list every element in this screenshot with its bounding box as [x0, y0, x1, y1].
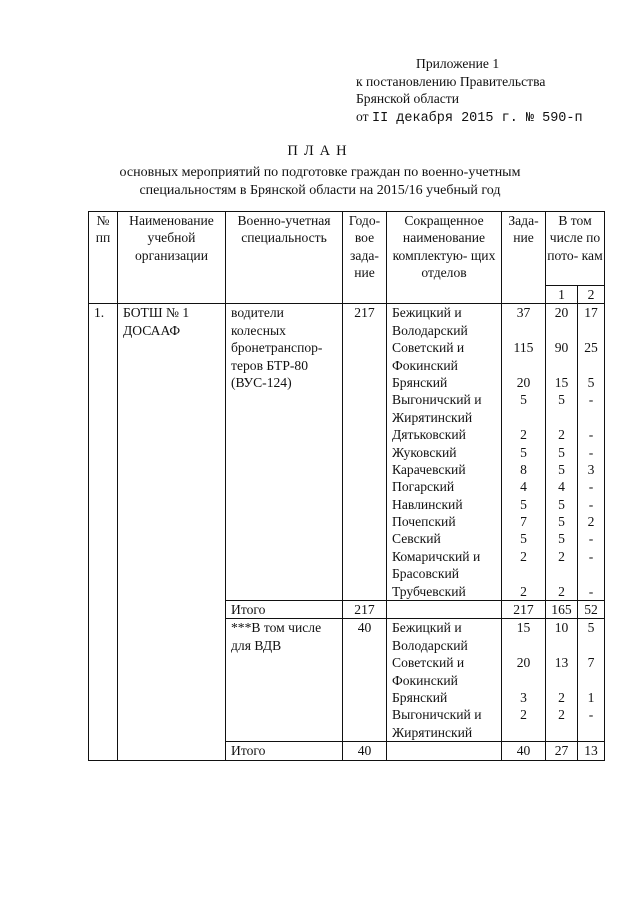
dept-line: Бежицкий и [392, 620, 462, 636]
dept-line: Комаричский и [392, 548, 481, 564]
appendix-note [356, 55, 583, 127]
task-value: 2 [520, 427, 527, 443]
stream2-value: - [588, 548, 594, 564]
total-label: Итого [226, 742, 343, 760]
spec-line: бронетранспор- [231, 340, 323, 356]
dept-line: Фокинский [392, 672, 458, 688]
spec-line: для ВДВ [231, 637, 282, 653]
task-value: 20 [516, 374, 531, 390]
header-stream-2: 2 [578, 286, 605, 304]
stream2-value [578, 637, 604, 654]
dept-line: Выгоничский и [392, 707, 482, 723]
stream2-value: 1 [587, 690, 595, 706]
total-stream1: 27 [546, 742, 578, 760]
dept-line: Жирятинский [392, 409, 473, 425]
stream1-value: 2 [558, 583, 565, 599]
stream2-value: - [588, 707, 594, 723]
stream1-value: 20 [554, 305, 569, 321]
dept-line: Брасовский [392, 566, 459, 582]
task-value: 2 [520, 583, 527, 599]
appendix-line-4 [356, 108, 583, 128]
dept-line: Бежицкий и [392, 305, 462, 321]
total-annual: 40 [343, 742, 387, 760]
dept-cell [387, 619, 502, 742]
dept-line: Брянский [392, 690, 448, 706]
stream2-value: 17 [584, 305, 598, 321]
stream2-value: - [588, 531, 594, 547]
spec-line: теров БТР-80 [231, 357, 308, 373]
stream1-value [546, 409, 577, 426]
task-value [502, 409, 545, 426]
task-value [502, 322, 545, 339]
stream1-value [546, 565, 577, 582]
stream2-value: 3 [587, 461, 595, 477]
stream1-value: 5 [558, 392, 565, 408]
stream1-value: 5 [558, 461, 565, 477]
dept-line: Советский и [392, 340, 465, 356]
task-value: 3 [520, 690, 527, 706]
dept-line: Трубчевский [392, 583, 466, 599]
spec-line: водители [231, 305, 284, 321]
stream2-value: - [588, 427, 594, 443]
stream1-value [546, 357, 577, 374]
org-cell [118, 304, 226, 760]
stream1-value: 5 [558, 496, 565, 512]
stream2-value [578, 357, 604, 374]
task-value: 20 [516, 655, 531, 671]
stream1-value: 5 [558, 444, 565, 460]
stream2-value: - [588, 479, 594, 495]
total-label: Итого [226, 601, 343, 619]
stream1-value: 5 [558, 514, 565, 530]
dept-line: Дятьковский [392, 427, 466, 443]
dept-line: Жуковский [392, 444, 457, 460]
stream1-value: 4 [558, 479, 565, 495]
stream2-value [578, 565, 604, 582]
stream2-value: 5 [587, 374, 595, 390]
task-value [502, 565, 545, 582]
stream2-value: - [588, 583, 594, 599]
header-annual: Годо- вое зада- ние [343, 212, 387, 304]
appendix-line-2: к постановлению Правительства [356, 73, 546, 89]
header-row [89, 212, 605, 286]
stream2-value [578, 724, 604, 741]
table-row [89, 304, 605, 601]
stream2-value [578, 322, 604, 339]
stream1-cell [546, 619, 578, 742]
appendix-line-1: Приложение 1 [416, 56, 500, 71]
task-value: 2 [520, 548, 527, 564]
task-value: 5 [520, 392, 527, 408]
task-value: 15 [516, 620, 531, 636]
total-dept-empty [387, 601, 502, 619]
stream2-value [578, 409, 604, 426]
stream1-value: 13 [554, 655, 569, 671]
dept-line: Навлинский [392, 496, 463, 512]
row-number: 1. [89, 304, 118, 760]
task-value [502, 357, 545, 374]
stream1-value: 2 [558, 427, 565, 443]
dept-line: Володарский [392, 637, 468, 653]
dept-line: Брянский [392, 374, 448, 390]
stream2-value: 25 [584, 340, 598, 356]
total-stream1: 165 [546, 601, 578, 619]
page-title: ПЛАН [287, 143, 353, 159]
spec-line: колесных [231, 322, 286, 338]
annual-cell: 40 [343, 619, 387, 742]
header-org: Наименование учебной организации [118, 212, 226, 304]
stream1-value: 90 [554, 340, 569, 356]
dept-line: Жирятинский [392, 724, 473, 740]
stream2-value: - [588, 444, 594, 460]
dept-line: Володарский [392, 322, 468, 338]
task-value [502, 672, 545, 689]
stream1-value: 2 [558, 690, 565, 706]
spec-line: (ВУС-124) [231, 374, 292, 390]
spec-cell [226, 619, 343, 742]
total-stream2: 52 [578, 601, 605, 619]
task-value: 5 [520, 531, 527, 547]
page-subtitle: основных мероприятий по подготовке граждан по военно-учетным специальностям в Брянской области на 2015/16 учебный год [119, 165, 521, 198]
spec-line: ***В том числе [231, 620, 322, 636]
annual-cell: 217 [343, 304, 387, 601]
stream2-value: - [588, 496, 594, 512]
stream2-cell [578, 304, 605, 601]
stream2-value: 7 [587, 655, 595, 671]
stream1-value [546, 637, 577, 654]
org-line: БОТШ № 1 [123, 305, 190, 321]
task-value: 37 [516, 305, 531, 321]
dept-line: Карачевский [392, 461, 466, 477]
spec-cell [226, 304, 343, 601]
dept-line: Погарский [392, 479, 455, 495]
header-dept: Сокращенное наименование комплектую- щих отделов [387, 212, 502, 304]
total-stream2: 13 [578, 742, 605, 760]
stream1-value: 2 [558, 707, 565, 723]
stream2-value: 5 [587, 620, 595, 636]
stream1-value: 2 [558, 548, 565, 564]
stream1-cell [546, 304, 578, 601]
task-cell [502, 619, 546, 742]
stream2-value [578, 672, 604, 689]
header-task: Зада- ние [502, 212, 546, 304]
stream1-value [546, 322, 577, 339]
dept-line: Выгоничский и [392, 392, 482, 408]
stream1-value [546, 724, 577, 741]
appendix-date-prefix: от [356, 108, 369, 124]
appendix-date-ref: II декабря 2015 г. № 590-п [371, 110, 583, 126]
org-line: ДОСААФ [123, 322, 181, 338]
stream1-value: 10 [554, 620, 569, 636]
header-spec: Военно-учетная специальность [226, 212, 343, 304]
task-value: 8 [520, 461, 527, 477]
total-task: 217 [502, 601, 546, 619]
task-cell [502, 304, 546, 601]
task-value: 115 [513, 340, 534, 356]
dept-cell [387, 304, 502, 601]
task-value [502, 724, 545, 741]
total-task: 40 [502, 742, 546, 760]
dept-line: Советский и [392, 655, 465, 671]
stream1-value [546, 672, 577, 689]
task-value: 2 [520, 707, 527, 723]
header-num: № пп [89, 212, 118, 304]
dept-line: Фокинский [392, 357, 458, 373]
dept-line: Почепский [392, 514, 456, 530]
stream1-value: 15 [554, 374, 569, 390]
header-streams: В том числе по пото- кам [546, 212, 605, 286]
plan-table [88, 211, 605, 761]
dept-line: Севский [392, 531, 441, 547]
task-value: 4 [520, 479, 527, 495]
header-stream-1: 1 [546, 286, 578, 304]
stream2-value: - [588, 392, 594, 408]
stream2-cell [578, 619, 605, 742]
stream2-value: 2 [587, 514, 595, 530]
total-dept-empty [387, 742, 502, 760]
task-value: 7 [520, 514, 527, 530]
task-value [502, 637, 545, 654]
stream1-value: 5 [558, 531, 565, 547]
appendix-line-3: Брянской области [356, 91, 459, 106]
total-annual: 217 [343, 601, 387, 619]
task-value: 5 [520, 496, 527, 512]
task-value: 5 [520, 444, 527, 460]
